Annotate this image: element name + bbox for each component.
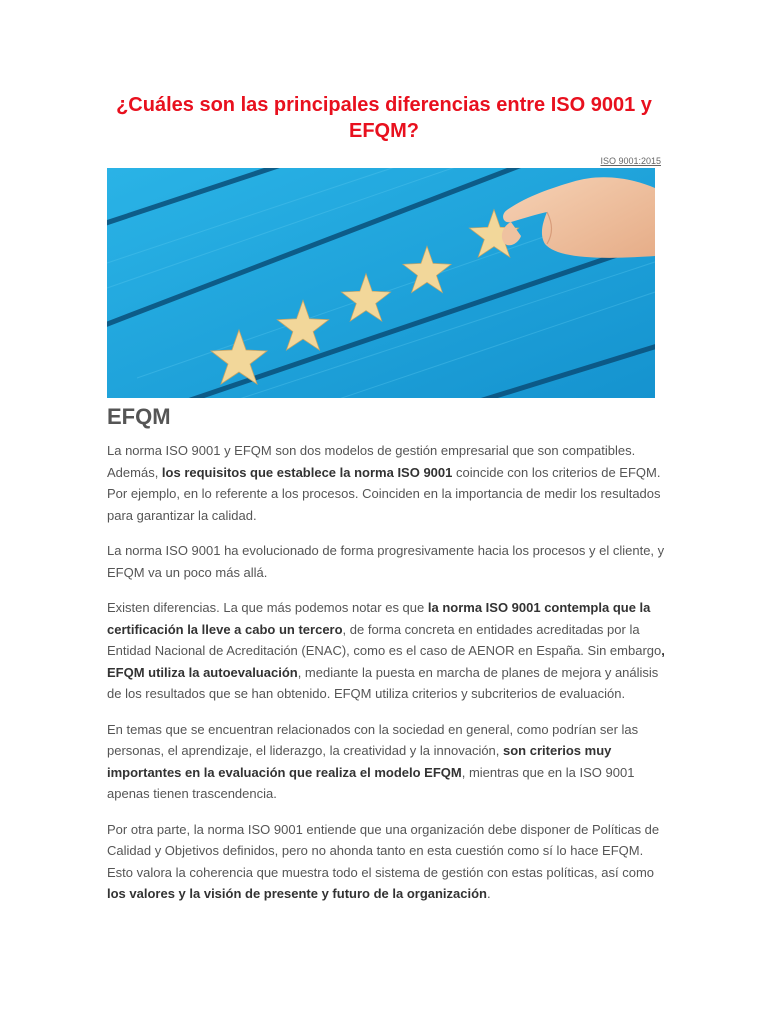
stars-on-wood-illustration [107,168,655,398]
bold-text: los requisitos que establece la norma ISO 9001 [161,464,453,480]
paragraph [107,719,667,805]
paragraph [107,819,667,905]
bold-text: los valores y la visión de presente y futuro de la organización [107,886,488,901]
text-run: coincide con los criterios de EFQM. Por ejemplo, en lo referente a los procesos. Coinciden en la importancia de medir los resultados para garantizar la calidad. [107,464,661,523]
text-run: Existen diferencias. La que más podemos notar es que [107,600,428,615]
bold-text: son criterios muy importantes en la evaluación que realiza el modelo EFQM [107,743,612,780]
hero-image [107,168,655,398]
bold-text: , EFQM utiliza la autoevaluación [107,643,665,680]
article-title: ¿Cuáles son las principales diferencias entre ISO 9001 y EFQM? [116,94,652,142]
text-run: La norma ISO 9001 y EFQM son dos modelos de gestión empresarial que son compatibles. Además, [107,443,636,480]
text-run: En temas que se encuentran relacionados con la sociedad en general, como podrían ser las personas, el aprendizaje, el liderazgo, la creatividad y la innovación, [107,721,639,758]
paragraph [107,540,667,583]
text-run: , mientras que en la ISO 9001 apenas tienen trascendencia. [107,764,635,801]
text-run: La norma ISO 9001 ha evolucionado de forma progresivamente hacia los procesos y el cliente, y EFQM va un poco más allá. [107,543,665,580]
text-run: , de forma concreta en entidades acreditadas por la Entidad Nacional de Acreditación (ENAC), como es el caso de AENOR en España. Sin embargo [107,621,662,658]
paragraph [107,440,667,526]
text-run: , mediante la puesta en marcha de planes de mejora y análisis de los resultados que se han obtenido. EFQM utiliza criterios y subcriterios de evaluación. [107,664,659,701]
article-body [107,440,667,919]
bold-text: la norma ISO 9001 contempla que la certificación la lleve a cabo un tercero [107,600,651,637]
tag-link[interactable]: ISO 9001:2015 [600,156,661,166]
section-heading: EFQM [107,404,171,429]
paragraph [107,597,667,705]
text-run: Por otra parte, la norma ISO 9001 entiende que una organización debe disponer de Políticas de Calidad y Objetivos definidos, pero no ahonda tanto en esta cuestión como sí lo hace EFQM. Esto valora la coherencia que muestra todo el sistema de gestión con estas políticas, así como [107,821,660,880]
text-run: . [487,886,491,901]
